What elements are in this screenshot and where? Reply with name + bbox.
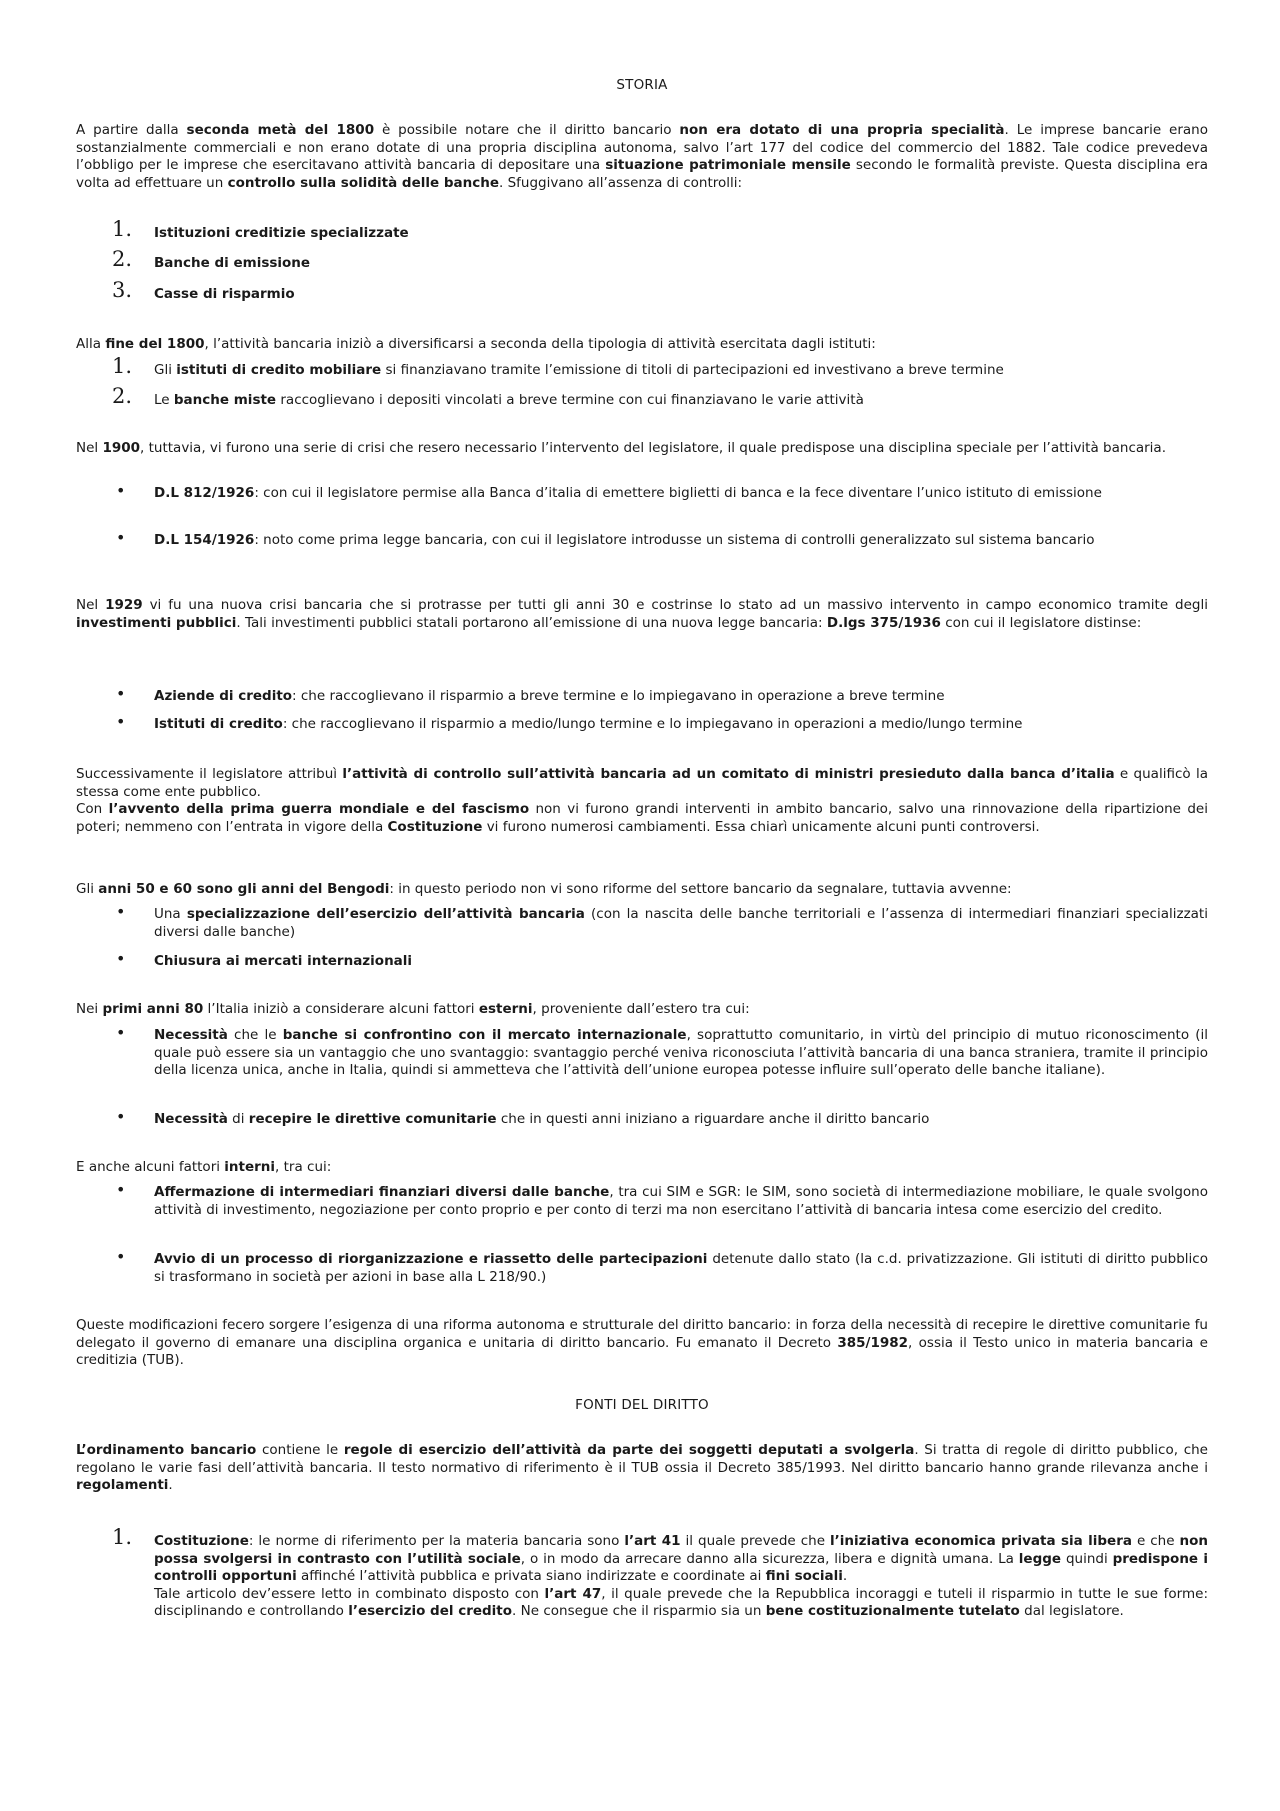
bullet-icon: •	[116, 684, 126, 703]
list-item	[112, 1107, 1208, 1129]
list-item	[112, 949, 1208, 971]
bullet-icon: •	[116, 1023, 126, 1042]
section-title-fonti: FONTI DEL DIRITTO	[575, 1397, 709, 1413]
bullet-icon: •	[116, 1247, 126, 1266]
list-item-text: Banche di emissione	[154, 255, 311, 271]
list-number: 1.	[112, 217, 133, 241]
list-item	[112, 684, 1208, 706]
list-item-text: Costituzione: le norme di riferimento per la materia bancaria sono l’art 41 il quale prevede che l’iniziativa economica privata sia libera e che non possa svolgersi in contrasto con l’utilità sociale, o in modo da arrecare danno alla sicurezza, libera e dignità umana. La legge quindi predispone i controlli opportuni affinché l’attività pubblica e privata siano indirizzate e coordinate ai fini sociali. Tale articolo dev’essere letto in combinato disposto con l’art 47, il quale prevede che la Repubblica incoraggi e tuteli il risparmio in tutte le sue forme: disciplinando e controllando l’esercizio del credito. Ne consegue che il risparmio sia un bene costituzionalmente tutelato dal legislatore.	[154, 1533, 1209, 1620]
paragraph: Gli anni 50 e 60 sono gli anni del Bengodi: in questo periodo non vi sono riforme del settore bancario da segnalare, tuttavia avvenne:	[76, 881, 1012, 897]
list-item-text: Avvio di un processo di riorganizzazione e riassetto delle partecipazioni detenute dallo stato (la c.d. privatizzazione. Gli istituti di diritto pubblico si trasformano in società per azioni in base alla L 218/90.)	[154, 1251, 1208, 1285]
list-number: 1.	[112, 1525, 133, 1549]
list-item	[112, 354, 1208, 380]
list-item-text: Gli istituti di credito mobiliare si finanziavano tramite l’emissione di titoli di partecipazioni ed investivano a breve termine	[154, 362, 1004, 378]
list-item	[112, 1525, 1209, 1621]
list-item-text: D.L 154/1926: noto come prima legge bancaria, con cui il legislatore introdusse un sistema di controlli generalizzato sul sistema bancario	[154, 532, 1095, 548]
list-item	[112, 278, 1208, 304]
paragraph: Alla fine del 1800, l’attività bancaria iniziò a diversificarsi a seconda della tipologia di attività esercitata dagli istituti:	[76, 336, 876, 352]
paragraph: A partire dalla seconda metà del 1800 è possibile notare che il diritto bancario non era dotato di una propria specialità. Le imprese bancarie erano sostanzialmente commerciali e non erano dotate di una propria disciplina autonoma, salvo l’art 177 del codice del commercio del 1882. Tale codice prevedeva l’obbligo per le imprese che esercitavano attività bancaria di depositare una situazione patrimoniale mensile secondo le formalità previste. Questa disciplina era volta ad effettuare un controllo sulla solidità delle banche. Sfuggivano all’assenza di controlli:	[76, 122, 1209, 191]
list-item	[112, 1247, 1208, 1286]
paragraph: E anche alcuni fattori interni, tra cui:	[76, 1159, 332, 1175]
section-title-storia: STORIA	[616, 77, 668, 93]
paragraph: Nel 1929 vi fu una nuova crisi bancaria che si protrasse per tutti gli anni 30 e costrinse lo stato ad un massivo intervento in campo economico tramite degli investimenti pubblici. Tali investimenti pubblici statali portarono all’emissione di una nuova legge bancaria: D.lgs 375/1936 con cui il legislatore distinse:	[76, 597, 1208, 631]
list-item-text: Una specializzazione dell’esercizio dell’attività bancaria (con la nascita delle banche territoriali e l’assenza di intermediari finanziari specializzati diversi dalle banche)	[154, 906, 1208, 940]
bullet-icon: •	[116, 712, 126, 731]
list-item	[112, 528, 1208, 550]
paragraph: Con l’avvento della prima guerra mondiale e del fascismo non vi furono grandi interventi in ambito bancario, salvo una rinnovazione della ripartizione dei poteri; nemmeno con l’entrata in vigore della Costituzione vi furono numerosi cambiamenti. Essa chiarì unicamente alcuni punti controversi.	[76, 801, 1208, 835]
list-item-text: Aziende di credito: che raccoglievano il risparmio a breve termine e lo impiegavano in operazione a breve termine	[154, 688, 945, 704]
list-item	[112, 247, 1208, 273]
list-item-text: Casse di risparmio	[154, 286, 295, 302]
list-number: 3.	[112, 278, 133, 302]
paragraph: Nei primi anni 80 l’Italia iniziò a considerare alcuni fattori esterni, proveniente dall’estero tra cui:	[76, 1001, 750, 1017]
list-item-text: Istituti di credito: che raccoglievano il risparmio a medio/lungo termine e lo impiegavano in operazioni a medio/lungo termine	[154, 716, 1023, 732]
paragraph: L’ordinamento bancario contiene le regole di esercizio dell’attività da parte dei soggetti deputati a svolgerla. Si tratta di regole di diritto pubblico, che regolano le varie fasi dell’attività bancaria. Il testo normativo di riferimento è il TUB ossia il Decreto 385/1993. Nel diritto bancario hanno grande rilevanza anche i regolamenti.	[76, 1442, 1208, 1494]
list-item-text: Istituzioni creditizie specializzate	[154, 225, 409, 241]
list-number: 2.	[112, 247, 133, 271]
list-item	[112, 1180, 1208, 1219]
bullet-icon: •	[116, 528, 126, 547]
list-item-text: Chiusura ai mercati internazionali	[154, 953, 413, 969]
list-item-text: Le banche miste raccoglievano i depositi vincolati a breve termine con cui finanziavano le varie attività	[154, 392, 864, 408]
bullet-icon: •	[116, 481, 126, 500]
list-item-text: Necessità di recepire le direttive comunitarie che in questi anni iniziano a riguardare anche il diritto bancario	[154, 1111, 930, 1127]
bullet-icon: •	[116, 1107, 126, 1126]
list-item-text: D.L 812/1926: con cui il legislatore permise alla Banca d’italia di emettere biglietti di banca e la fece diventare l’unico istituto di emissione	[154, 485, 1102, 501]
list-number: 1.	[112, 354, 133, 378]
bullet-icon: •	[116, 1180, 126, 1199]
list-number: 2.	[112, 384, 133, 408]
list-item	[112, 712, 1208, 734]
list-item-text: Affermazione di intermediari finanziari diversi dalle banche, tra cui SIM e SGR: le SIM, sono società di intermediazione mobiliare, le quale svolgono attività di investimento, negoziazione per conto proprio e per conto di terzi ma non esercitano l’attività di bancaria intesa come esercizio del credito.	[154, 1184, 1208, 1218]
paragraph: Queste modificazioni fecero sorgere l’esigenza di una riforma autonoma e strutturale del diritto bancario: in forza della necessità di recepire le direttive comunitarie fu delegato il governo di emanare una disciplina organica e unitaria di diritto bancario. Fu emanato il Decreto 385/1982, ossia il Testo unico in materia bancaria e creditizia (TUB).	[76, 1317, 1208, 1369]
list-item	[112, 1023, 1209, 1080]
paragraph: Nel 1900, tuttavia, vi furono una serie di crisi che resero necessario l’intervento del legislatore, il quale predispose una disciplina speciale per l’attività bancaria.	[76, 440, 1166, 456]
list-item	[112, 902, 1208, 941]
list-item	[112, 481, 1208, 503]
paragraph: Successivamente il legislatore attribuì l’attività di controllo sull’attività bancaria ad un comitato di ministri presieduto dalla banca d’italia e qualificò la stessa come ente pubblico.	[76, 766, 1208, 800]
bullet-icon: •	[116, 949, 126, 968]
list-item	[112, 384, 1208, 410]
bullet-icon: •	[116, 902, 126, 921]
list-item	[112, 217, 1208, 243]
list-item-text: Necessità che le banche si confrontino con il mercato internazionale, soprattutto comunitario, in virtù del principio di mutuo riconoscimento (il quale può essere sia un vantaggio che uno svantaggio: svantaggio perché veniva riconosciuta l’attività bancaria di una banca straniera, tramite il principio della licenza unica, anche in Italia, quindi si ammetteva che l’attività dell’unione europea potesse influire sull’operato delle banche italiane).	[154, 1027, 1209, 1079]
